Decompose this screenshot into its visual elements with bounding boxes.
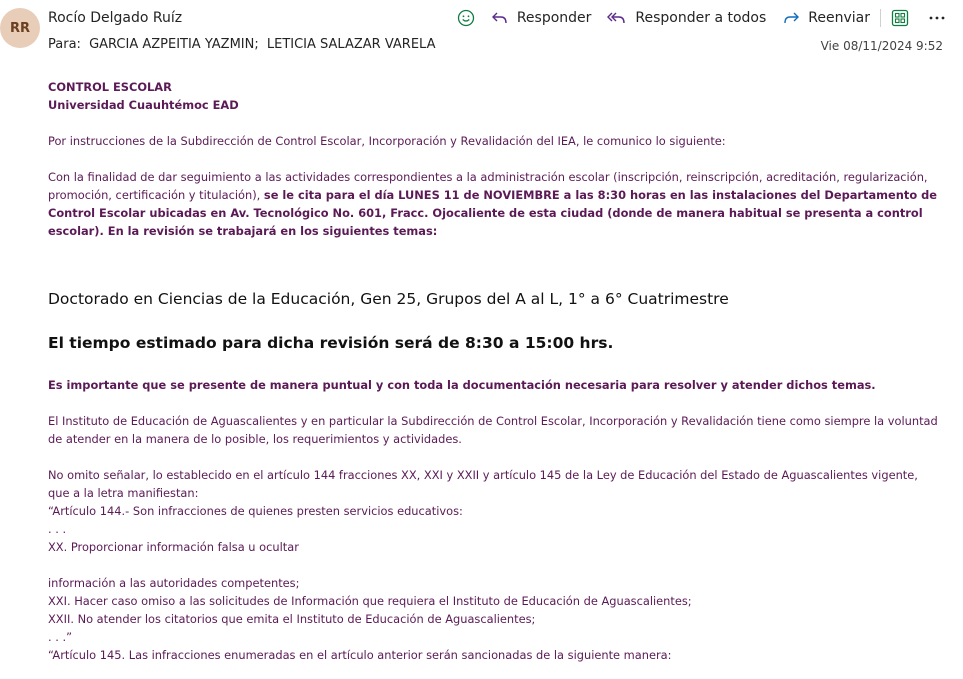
important-note: Es importante que se presente de manera puntual y con toda la documentación necesaria para resolver y atender dichos temas.	[48, 378, 876, 392]
ellipsis-2: . . .”	[48, 630, 73, 644]
university-heading: Universidad Cuauhtémoc EAD	[48, 98, 239, 112]
citation-bold-text: se le cita para el día LUNES 11 de NOVIEMBRE a las 8:30 horas en las instalaciones del Departamento de Control Escolar ubicadas en Av. Tecnológico No. 601, Fracc. Ojocaliente de esta ciudad (donde de manera habitual se presenta a control escolar). En la revisión se trabajará en los siguientes temas:	[48, 188, 938, 238]
article-145: “Artículo 145. Las infracciones enumeradas en el artículo anterior serán sancionadas de la siguiente manera:	[48, 648, 672, 662]
reply-all-icon	[607, 10, 627, 26]
time-note: El tiempo estimado para dicha revisión será de 8:30 a 15:00 hrs.	[48, 334, 614, 352]
email-body	[48, 78, 940, 664]
reply-label: Responder	[516, 10, 592, 26]
toolbar-divider	[880, 9, 881, 27]
intro-paragraph: Por instrucciones de la Subdirección de Control Escolar, Incorporación y Revalidación del IEA, le comunico lo siguiente:	[48, 134, 726, 148]
apps-button[interactable]	[891, 9, 909, 27]
article-144: “Artículo 144.- Son infracciones de quienes presten servicios educativos:	[48, 504, 463, 518]
avatar[interactable]	[0, 8, 40, 48]
grid-apps-icon	[891, 9, 909, 27]
recipients-line	[48, 37, 439, 52]
institute-paragraph: El Instituto de Educación de Aguascalientes y en particular la Subdirección de Control Escolar, Incorporación y Revalidación tiene como siempre la voluntad de atender en la manera de lo posible, los requerimientos y actividades.	[48, 414, 938, 446]
forward-button[interactable]	[782, 10, 870, 26]
sender-name[interactable]: Rocío Delgado Ruíz	[48, 10, 183, 26]
fraction-xxii: XXII. No atender los citatorios que emita el Instituto de Educación de Aguascalientes;	[48, 612, 536, 626]
more-horizontal-icon	[929, 15, 945, 21]
fraction-xxi: XXI. Hacer caso omiso a las solicitudes de Información que requiera el Instituto de Educación de Aguascalientes;	[48, 594, 692, 608]
reply-all-label: Responder a todos	[635, 10, 767, 26]
forward-icon	[782, 10, 800, 26]
emoji-react-button[interactable]	[457, 9, 475, 27]
fraction-xx-continued: información a las autoridades competentes;	[48, 576, 300, 590]
citation-paragraph	[48, 168, 940, 240]
message-toolbar	[441, 9, 945, 27]
avatar-initials: RR	[9, 20, 31, 36]
reply-all-button[interactable]	[607, 10, 766, 26]
ellipsis-1: . . .	[48, 522, 67, 536]
recipients-label: Para:	[48, 37, 81, 52]
recipient-1[interactable]: GARCIA AZPEITIA YAZMIN;	[89, 37, 259, 52]
recipient-2[interactable]: LETICIA SALAZAR VARELA	[266, 37, 436, 52]
law-intro-paragraph: No omito señalar, lo establecido en el artículo 144 fracciones XX, XXI y XXII y artículo 145 de la Ley de Educación del Estado de Aguascalientes vigente, que a la letra manifiestan:	[48, 468, 918, 500]
smiley-icon	[457, 9, 475, 27]
forward-label: Reenviar	[808, 10, 870, 26]
program-line: Doctorado en Ciencias de la Educación, Gen 25, Grupos del A al L, 1° a 6° Cuatrimestre	[48, 290, 729, 308]
fraction-xx: XX. Proporcionar información falsa u ocultar	[48, 540, 299, 554]
sent-date: Vie 08/11/2024 9:52	[820, 39, 943, 53]
reply-button[interactable]	[491, 10, 592, 26]
more-actions-button[interactable]	[929, 15, 945, 21]
dept-heading: CONTROL ESCOLAR	[48, 80, 172, 94]
citation-normal-text: Con la finalidad de dar seguimiento a las actividades correspondientes a la administración escolar (inscripción, reinscripción, acreditación, regularización, promoción, certificación y titulación),	[48, 170, 928, 202]
reply-icon	[491, 10, 509, 26]
